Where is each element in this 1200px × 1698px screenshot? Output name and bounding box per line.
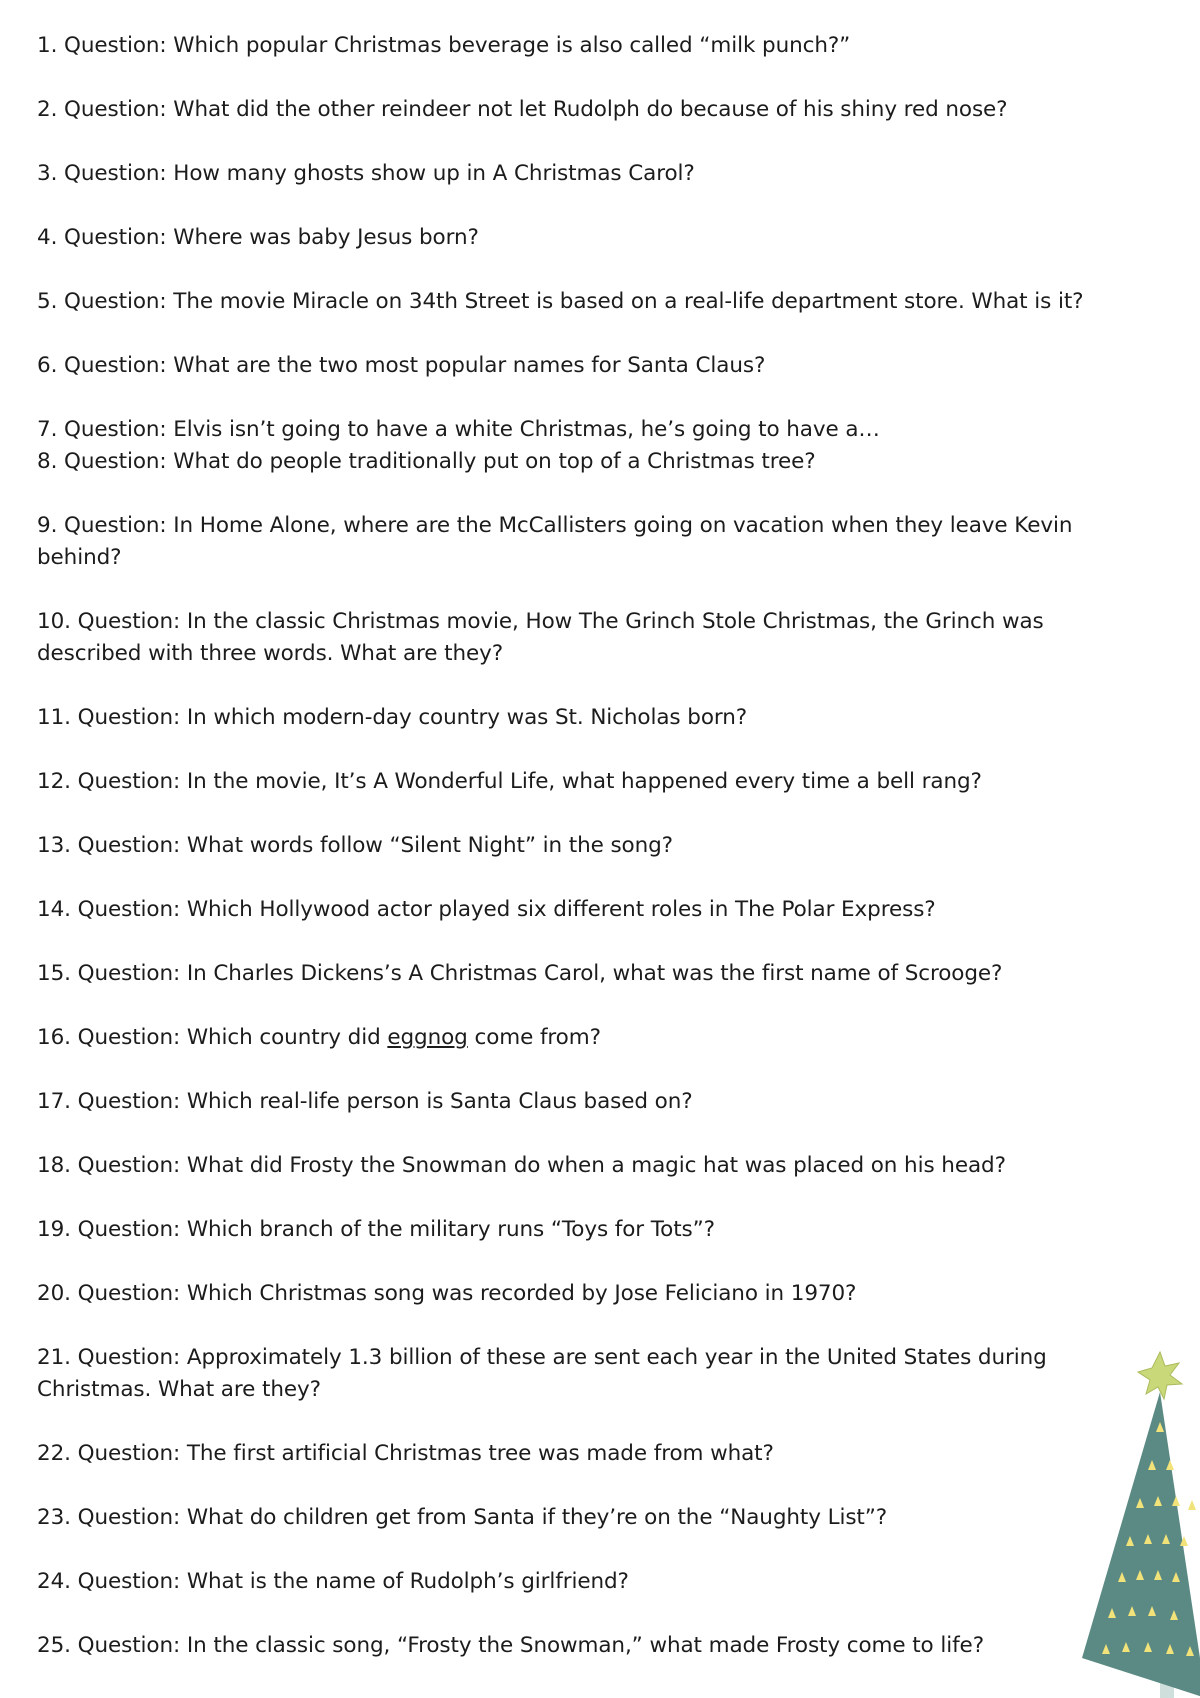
question-item: 10. Question: In the classic Christmas movie, How The Grinch Stole Christmas, the Grinch was described with three words. What are they? [37, 609, 1044, 666]
question-item: 7. Question: Elvis isn’t going to have a white Christmas, he’s going to have a… [37, 417, 880, 442]
question-item: 6. Question: What are the two most popular names for Santa Claus? [37, 353, 766, 378]
question-item: 3. Question: How many ghosts show up in A Christmas Carol? [37, 161, 695, 186]
question-item: 2. Question: What did the other reindeer not let Rudolph do because of his shiny red nose? [37, 97, 1008, 122]
question-item: 4. Question: Where was baby Jesus born? [37, 225, 479, 250]
question-item: 14. Question: Which Hollywood actor played six different roles in The Polar Express? [37, 897, 936, 922]
question-item: 11. Question: In which modern-day country was St. Nicholas born? [37, 705, 748, 730]
question-item: 13. Question: What words follow “Silent Night” in the song? [37, 833, 673, 858]
question-item: 18. Question: What did Frosty the Snowman do when a magic hat was placed on his head? [37, 1153, 1006, 1178]
question-item: 24. Question: What is the name of Rudolph’s girlfriend? [37, 1569, 629, 1594]
underlined-word: eggnog [387, 1025, 468, 1050]
question-item: 9. Question: In Home Alone, where are the McCallisters going on vacation when they leave Kevin behind? [37, 513, 1073, 570]
question-item: 5. Question: The movie Miracle on 34th Street is based on a real-life department store. What is it? [37, 289, 1084, 314]
question-item: 19. Question: Which branch of the military runs “Toys for Tots”? [37, 1217, 715, 1242]
question-item: 15. Question: In Charles Dickens’s A Christmas Carol, what was the first name of Scrooge? [37, 961, 1003, 986]
question-item: 22. Question: The first artificial Christmas tree was made from what? [37, 1441, 774, 1466]
christmas-tree-icon [1078, 1350, 1200, 1698]
question-item: 12. Question: In the movie, It’s A Wonderful Life, what happened every time a bell rang? [37, 769, 982, 794]
question-item [37, 1022, 1087, 1054]
question-text: 16. Question: Which country did [37, 1025, 388, 1050]
question-item: 21. Question: Approximately 1.3 billion of these are sent each year in the United States during Christmas. What are they? [37, 1345, 1047, 1402]
question-item: 17. Question: Which real-life person is Santa Claus based on? [37, 1089, 693, 1114]
question-item: 23. Question: What do children get from Santa if they’re on the “Naughty List”? [37, 1505, 888, 1530]
question-item: 20. Question: Which Christmas song was recorded by Jose Feliciano in 1970? [37, 1281, 857, 1306]
question-item: 8. Question: What do people traditionally put on top of a Christmas tree? [37, 449, 816, 474]
question-text: come from? [467, 1025, 601, 1050]
question-item: 1. Question: Which popular Christmas beverage is also called “milk punch?” [37, 33, 851, 58]
question-item: 25. Question: In the classic song, “Frosty the Snowman,” what made Frosty come to life? [37, 1633, 985, 1658]
question-list [37, 30, 1087, 1694]
star-icon [1138, 1352, 1182, 1399]
